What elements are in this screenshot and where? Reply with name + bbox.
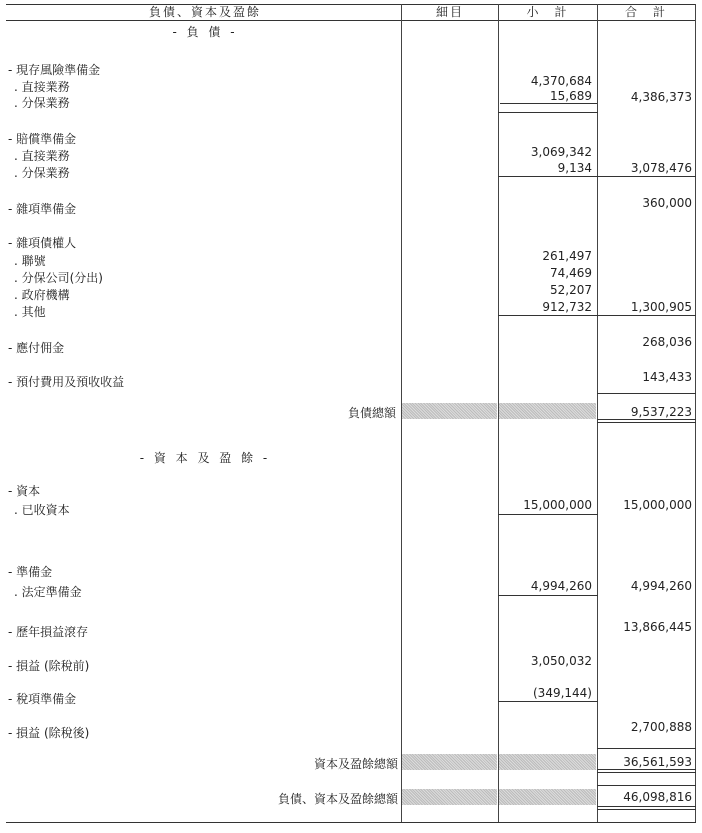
header-description: 負債、資本及盈餘: [148, 5, 261, 19]
row-total: 1,300,905: [630, 300, 692, 314]
row-item: . 直接業務: [14, 80, 70, 94]
row-item: . 分保公司(分出): [14, 271, 103, 285]
rule: [597, 809, 696, 810]
row-item: . 政府機構: [14, 288, 70, 302]
row-subtotal: 912,732: [542, 300, 592, 314]
rule: [597, 769, 696, 770]
row-subtotal: 3,069,342: [530, 145, 592, 159]
shaded-cell: [402, 754, 497, 770]
shaded-cell: [402, 789, 497, 805]
row-item: . 分保業務: [14, 166, 70, 180]
equity-total: 36,561,593: [623, 755, 692, 769]
row-subtotal: 4,994,260: [530, 579, 592, 593]
row-title: - 歷年損益滾存: [8, 625, 89, 639]
rule: [597, 419, 696, 420]
rule: [498, 315, 598, 316]
row-title: - 賠償準備金: [8, 132, 77, 146]
row-title: - 預付費用及預收收益: [8, 375, 125, 389]
header-rule: [6, 20, 696, 21]
row-title: - 應付佣金: [8, 341, 65, 355]
shaded-cell: [499, 754, 596, 770]
section-equity: - 資 本 及 盈 餘 -: [139, 451, 271, 465]
grand-total-label: 負債、資本及盈餘總額: [277, 792, 398, 806]
row-subtotal: 15,689: [500, 89, 597, 104]
rule: [597, 176, 696, 177]
top-rule: [6, 4, 696, 5]
row-subtotal: 15,000,000: [523, 498, 592, 512]
row-title: - 稅項準備金: [8, 692, 77, 706]
bottom-rule: [6, 822, 696, 823]
rule: [498, 112, 598, 113]
row-item: . 法定準備金: [14, 585, 82, 599]
shaded-cell: [499, 403, 596, 419]
rule: [498, 176, 598, 177]
col-divider-3: [597, 4, 598, 822]
row-total: 268,036: [642, 335, 692, 349]
rule: [498, 595, 598, 596]
rule: [597, 393, 696, 394]
row-title: - 資本: [8, 484, 41, 498]
shaded-cell: [499, 789, 596, 805]
row-title: - 雜項債權人: [8, 236, 77, 250]
row-title: - 現存風險準備金: [8, 63, 101, 77]
row-subtotal: (349,144): [533, 686, 592, 700]
row-subtotal: 52,207: [550, 283, 592, 297]
row-total: 4,386,373: [630, 90, 692, 104]
row-total: 360,000: [642, 196, 692, 210]
row-item: . 直接業務: [14, 149, 70, 163]
rule: [597, 422, 696, 423]
row-total: 15,000,000: [623, 498, 692, 512]
header-subtotal: 小 計: [526, 5, 569, 19]
row-total: 13,866,445: [623, 620, 692, 634]
rule: [597, 785, 696, 786]
section-liabilities: - 負 債 -: [172, 25, 238, 39]
row-total: 143,433: [642, 370, 692, 384]
liabilities-total: 9,537,223: [630, 405, 692, 419]
row-title: - 雜項準備金: [8, 202, 77, 216]
row-item: . 已收資本: [14, 503, 70, 517]
row-total: 2,700,888: [630, 720, 692, 734]
row-title: - 損益 (除稅前): [8, 659, 90, 673]
row-subtotal: 3,050,032: [530, 654, 592, 668]
row-subtotal: 74,469: [550, 266, 592, 280]
header-detail: 細目: [435, 5, 464, 19]
row-title: - 準備金: [8, 565, 53, 579]
liabilities-total-label: 負債總額: [347, 406, 396, 420]
row-total: 3,078,476: [630, 161, 692, 175]
row-item: . 其他: [14, 305, 46, 319]
rule: [597, 315, 696, 316]
rule: [498, 701, 598, 702]
rule: [597, 748, 696, 749]
rule: [498, 514, 598, 515]
shaded-cell: [402, 403, 497, 419]
grand-total: 46,098,816: [623, 790, 692, 804]
rule: [597, 772, 696, 773]
row-subtotal: 9,134: [557, 161, 592, 175]
row-subtotal: 261,497: [542, 249, 592, 263]
equity-total-label: 資本及盈餘總額: [313, 757, 398, 771]
row-subtotal: 4,370,684: [530, 74, 592, 88]
row-total: 4,994,260: [630, 579, 692, 593]
row-item: . 分保業務: [14, 96, 70, 110]
row-title: - 損益 (除稅後): [8, 726, 90, 740]
rule: [597, 806, 696, 807]
header-total: 合 計: [624, 5, 667, 19]
col-divider-4: [695, 4, 696, 822]
row-item: . 聯號: [14, 254, 46, 268]
